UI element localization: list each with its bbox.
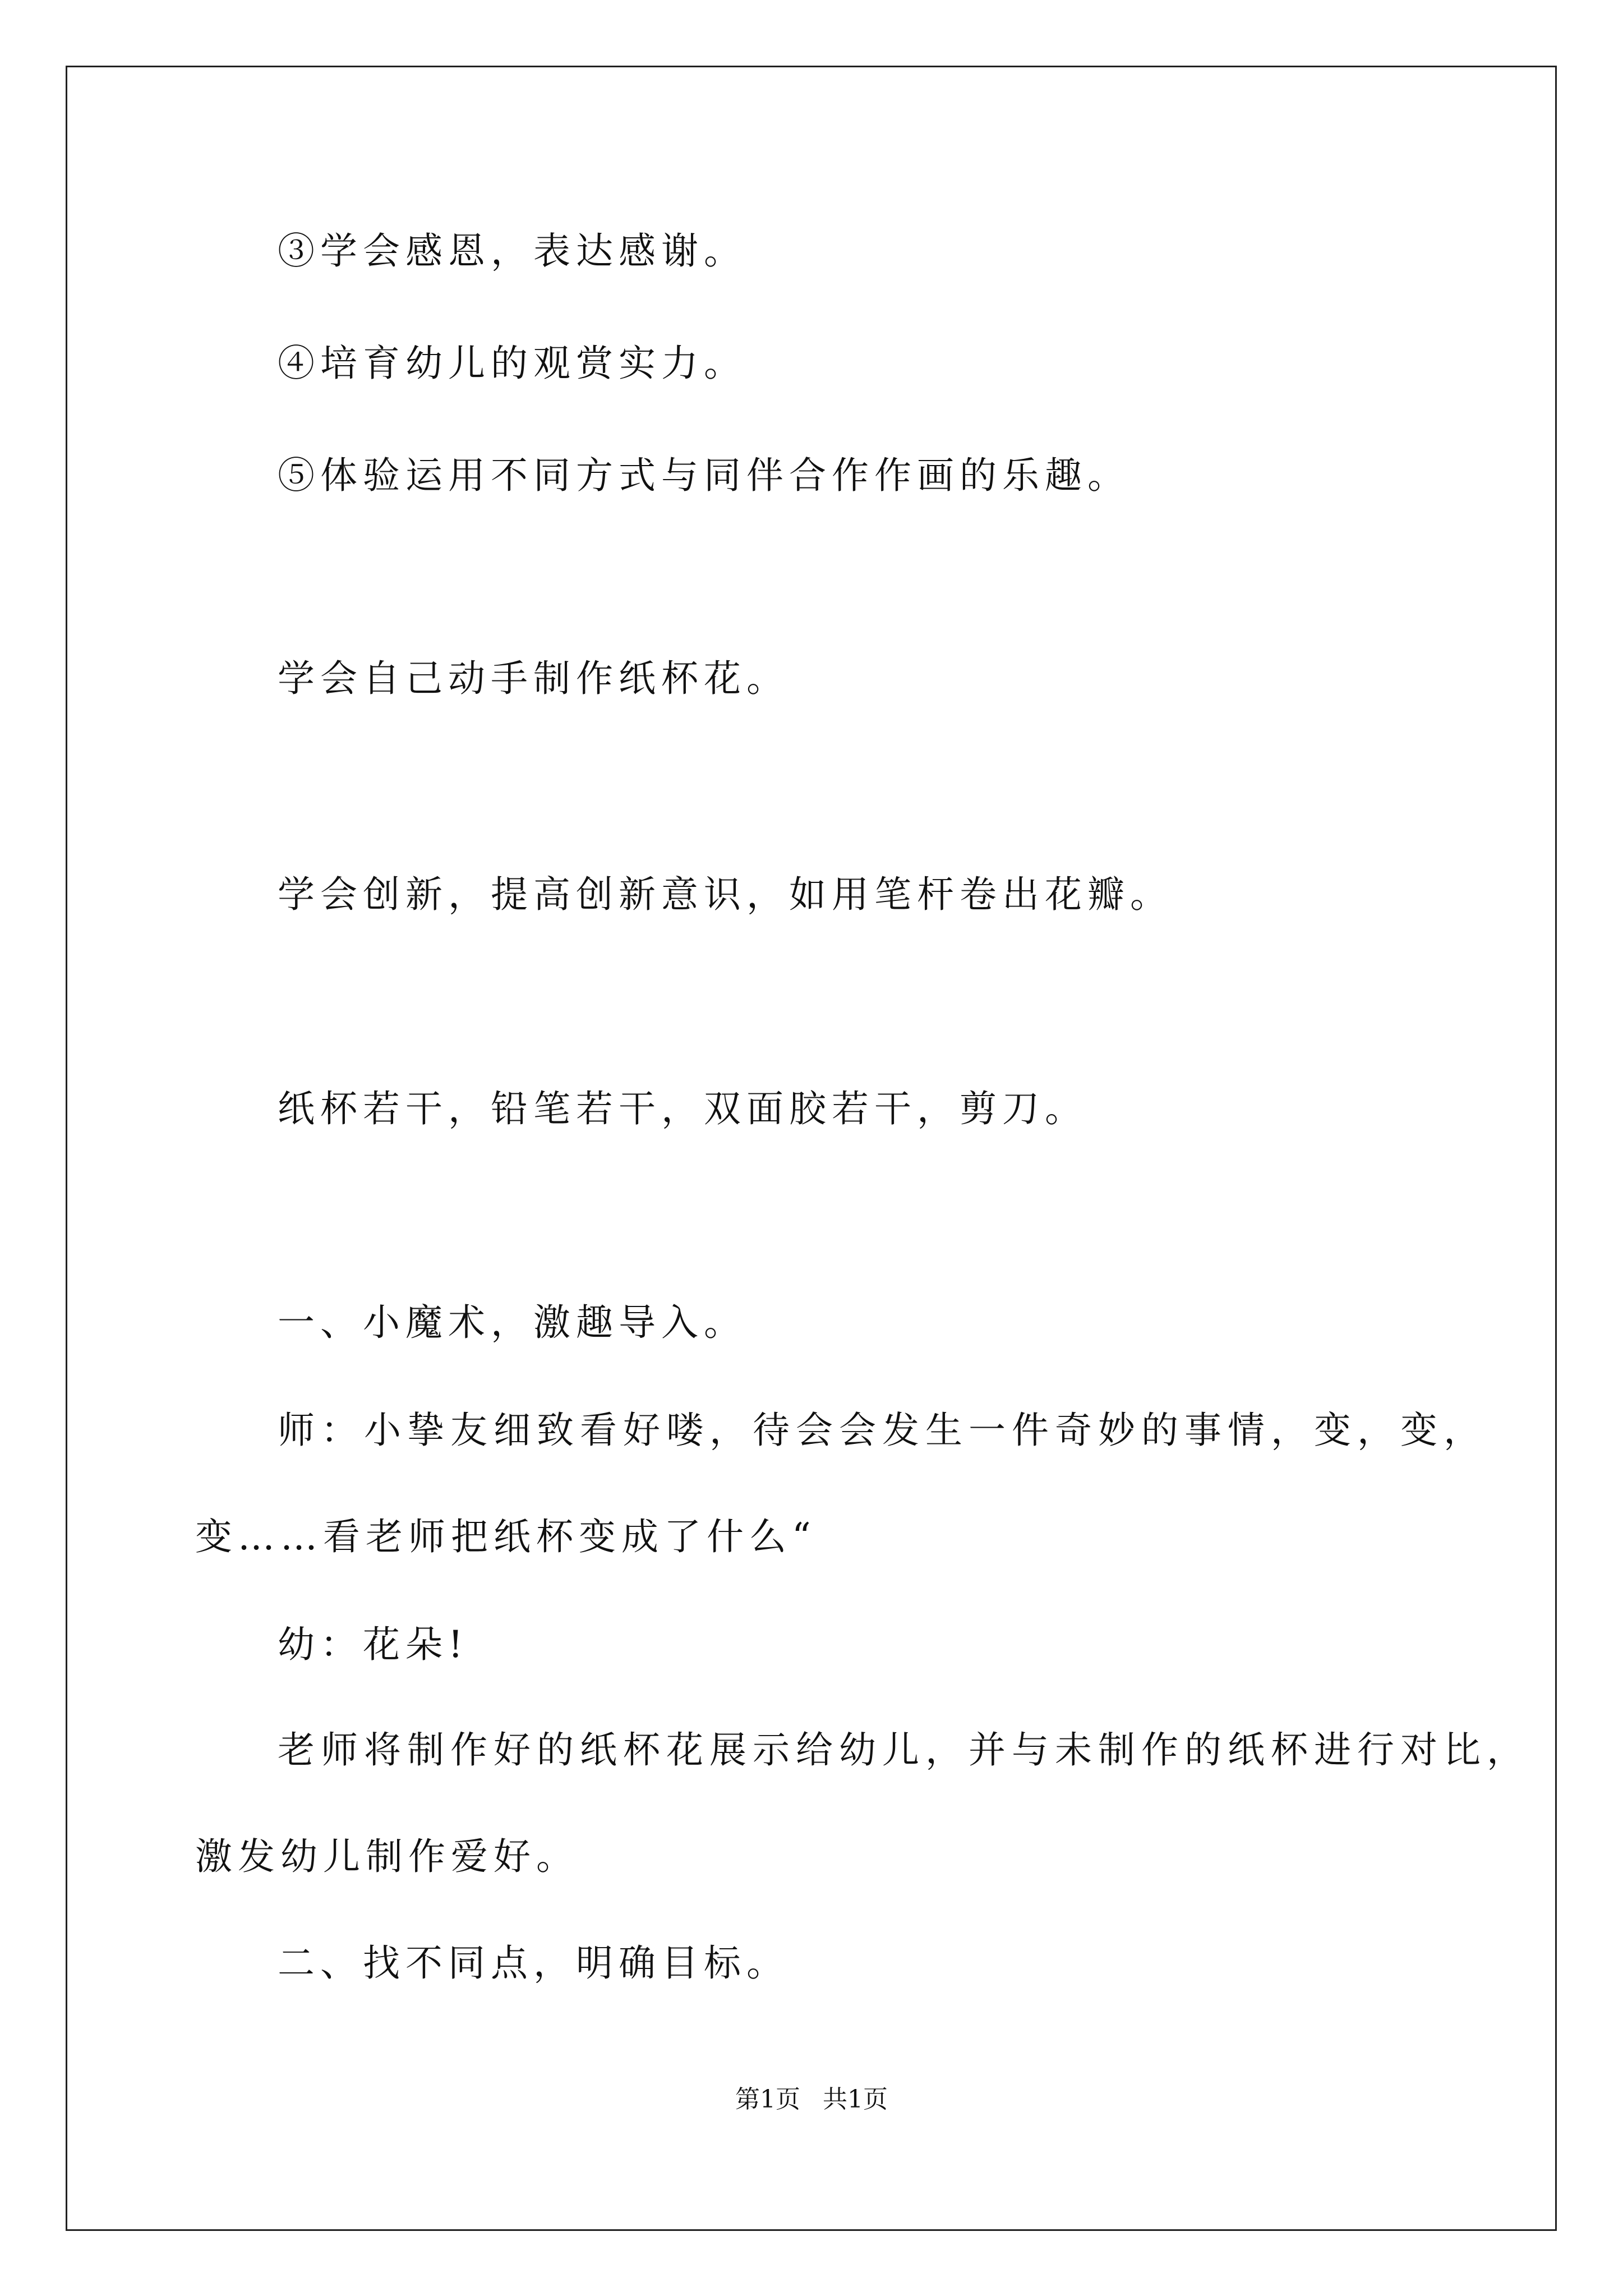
paragraph-difficulty: 学会创新，提高创新意识，如用笔杆卷出花瓣。 [278,873,1173,916]
page-footer [0,2084,1623,2115]
section-heading-1: 一、小魔术，激趣导入。 [278,1301,746,1344]
page-number: 第1页 [735,2085,800,2114]
paragraph-materials: 纸杯若干，铅笔若干，双面胶若干，剪刀。 [278,1087,1087,1130]
paragraph-goal-5: ⑤体验运用不同方式与同伴合作作画的乐趣。 [278,454,1130,497]
paragraph-goal-4: ④培育幼儿的观赏实力。 [278,342,746,385]
paragraph-teacher-line: 师：小挚友细致看好喽，待会会发生一件奇妙的事情，变，变， [278,1409,1487,1452]
page-total: 共1页 [823,2085,888,2114]
section-heading-2: 二、找不同点，明确目标。 [278,1941,789,1985]
page-border [66,66,1557,2231]
paragraph-demo: 老师将制作好的纸杯花展示给幼儿，并与未制作的纸杯进行对比， [278,1728,1530,1772]
paragraph-child-line: 幼：花朵! [278,1623,469,1666]
paragraph-demo-cont: 激发幼儿制作爱好。 [195,1835,579,1878]
paragraph-key-point: 学会自己动手制作纸杯花。 [278,657,789,700]
paragraph-teacher-line-cont: 变……看老师把纸杯变成了什么“ [195,1515,817,1558]
paragraph-goal-3: ③学会感恩，表达感谢。 [278,229,746,273]
